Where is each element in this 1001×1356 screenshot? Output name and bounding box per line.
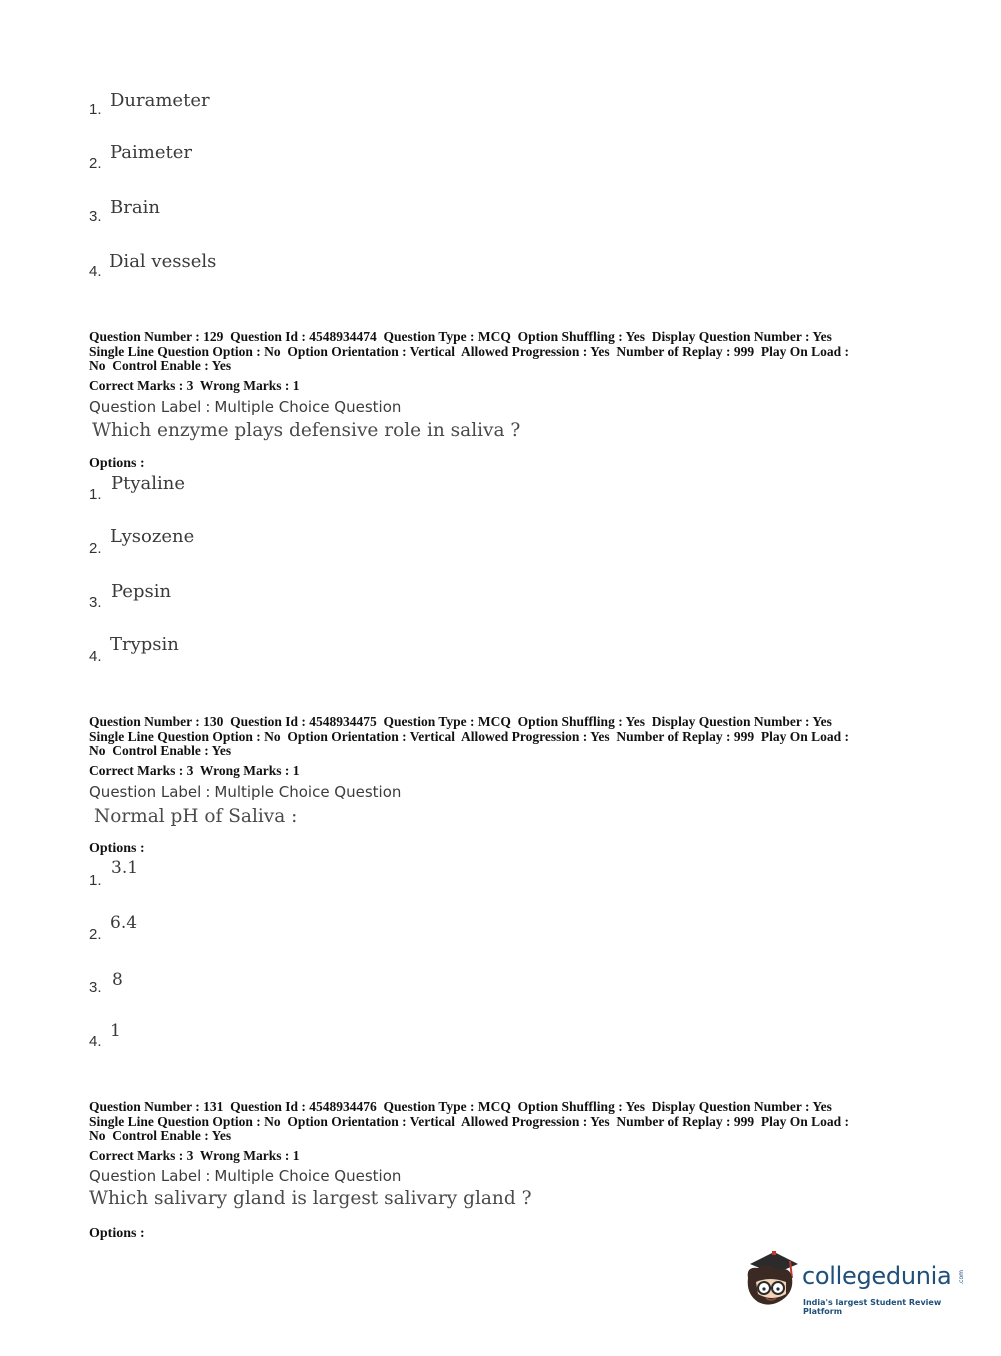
question-meta-line: Single Line Question Option : No Option Orientation : Vertical Allowed Progression : Yes Number of Replay : 999 Play On Load : [89,344,850,359]
option-text: Pepsin [111,581,172,602]
question-label-separator: : [205,783,211,801]
question-text: Which enzyme plays defensive role in saliva ? [92,420,521,441]
option-number: 3. [89,208,102,225]
options-header: Options : [89,841,145,856]
question-label [89,398,401,416]
options-header: Options : [89,456,145,471]
question-label-key: Question Label [89,398,202,416]
question-label-separator: : [205,1167,211,1185]
logo-suffix: .com [958,1270,965,1285]
question-marks: Correct Marks : 3 Wrong Marks : 1 [89,763,300,778]
question-label-value: Multiple Choice Question [214,398,402,416]
option-number: 1. [89,872,102,889]
question-label-value: Multiple Choice Question [214,1167,402,1185]
question-marks: Correct Marks : 3 Wrong Marks : 1 [89,1148,300,1163]
option-text: 6.4 [110,913,138,933]
option-number: 4. [89,1033,102,1050]
option-text: Dial vessels [109,251,217,272]
option-text: Ptyaline [111,473,186,494]
question-meta-line: Question Number : 130 Question Id : 4548934475 Question Type : MCQ Option Shuffling : Yes Display Question Number : Yes [89,714,832,729]
logo-wordmark: collegedunia [802,1262,952,1290]
question-label [89,783,401,801]
question-label-value: Multiple Choice Question [214,783,402,801]
option-text: 3.1 [111,858,139,878]
options-header: Options : [89,1226,145,1241]
question-label-key: Question Label [89,783,202,801]
collegedunia-logo [742,1248,972,1318]
option-number: 1. [89,486,102,503]
question-label [89,1167,401,1185]
option-text: Trypsin [110,634,179,655]
logo-tagline: India's largest Student Review Platform [803,1298,942,1316]
question-meta-line: No Control Enable : Yes [89,358,232,373]
option-number: 4. [89,648,102,665]
question-text: Normal pH of Saliva : [94,806,298,827]
option-number: 4. [89,263,102,280]
question-meta-line: Question Number : 129 Question Id : 4548934474 Question Type : MCQ Option Shuffling : Yes Display Question Number : Yes [89,329,832,344]
question-text: Which salivary gland is largest salivary gland ? [89,1188,532,1209]
option-number: 3. [89,979,102,996]
question-label-separator: : [205,398,211,416]
option-text: 1 [110,1021,121,1041]
option-text: Paimeter [110,142,193,163]
question-meta-line: No Control Enable : Yes [89,743,232,758]
question-meta-line: No Control Enable : Yes [89,1128,232,1143]
option-text: Lysozene [110,526,195,547]
question-marks: Correct Marks : 3 Wrong Marks : 1 [89,378,300,393]
mascot-icon [742,1248,802,1310]
option-number: 3. [89,594,102,611]
option-number: 1. [89,101,102,118]
option-text: 8 [112,970,123,990]
question-meta-line: Single Line Question Option : No Option Orientation : Vertical Allowed Progression : Yes Number of Replay : 999 Play On Load : [89,729,850,744]
option-text: Brain [110,197,160,218]
question-meta-line: Question Number : 131 Question Id : 4548934476 Question Type : MCQ Option Shuffling : Yes Display Question Number : Yes [89,1099,832,1114]
question-label-key: Question Label [89,1167,202,1185]
option-number: 2. [89,155,102,172]
question-meta-line: Single Line Question Option : No Option Orientation : Vertical Allowed Progression : Yes Number of Replay : 999 Play On Load : [89,1114,850,1129]
option-text: Durameter [110,90,210,111]
option-number: 2. [89,926,102,943]
option-number: 2. [89,540,102,557]
